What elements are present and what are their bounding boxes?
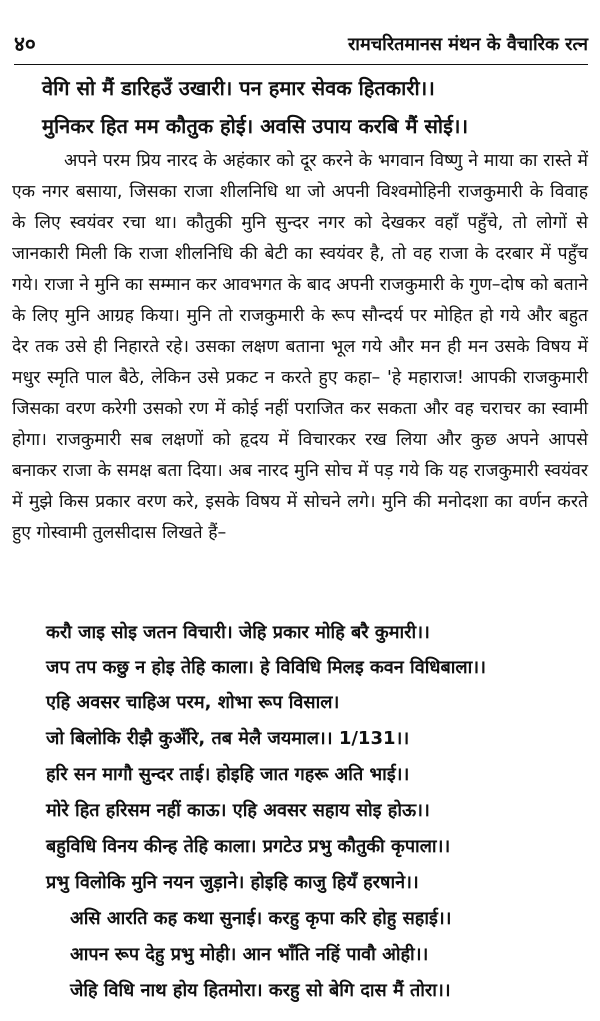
page-header: [14, 30, 588, 65]
verse-line: मोरे हित हरिसम नहीं काऊ। एहि अवसर सहाय सोइ होऊ।।: [46, 800, 430, 821]
verse-line: जो बिलोकि रीझै कुअँरि, तब मेलै जयमाल।। 1/131।।: [46, 728, 410, 749]
verse-line: प्रभु विलोकि मुनि नयन जुड़ाने। होइहि काजु हियँ हरषाने।।: [46, 872, 419, 893]
verse-line: करौ जाइ सोइ जतन विचारी। जेहि प्रकार मोहि बरै कुमारी।।: [46, 622, 430, 643]
verse-line: एहि अवसर चाहिअ परम, शोभा रूप विसाल।: [46, 692, 340, 713]
body-paragraph: अपने परम प्रिय नारद के अहंकार को दूर करने के भगवान विष्णु ने माया का रास्ते में एक नगर बसाया, जिसका राजा शीलनिधि था जो अपनी विश्वमोहिनी राजकुमारी के विवाह के लिए स्वयंवर रचा था। कौतुकी मुनि सुन्दर नगर को देखकर वहाँ पहुँचे, तो लोगों से जानकारी मिली कि राजा शीलनिधि की बेटी का स्वयंवर है, तो वह राजा के दरबार में पहुँच गये। राजा ने मुनि का सम्मान कर आवभगत के बाद अपनी राजकुमारी के गुण–दोष को बताने के लिए मुनि आग्रह किया। मुनि तो राजकुमारी के रूप सौन्दर्य पर मोहित हो गये और बहुत देर तक उसे ही निहारते रहे। उसका लक्षण बताना भूल गये और मन ही मन उसके विषय में मधुर स्मृति पाल बैठे, लेकिन उसे प्रकट न करते हुए कहा– 'हे महाराज! आपकी राजकुमारी जिसका वरण करेगी उसको रण में कोई नहीं पराजित कर सकता और वह चराचर का स्वामी होगा। राजकुमारी सब लक्षणों को हृदय में विचारकर रख लिया और कुछ अपने आपसे बनाकर राजा के समक्ष बता दिया। अब नारद मुनि सोच में पड़ गये कि यह राजकुमारी स्वयंवर में मुझे किस प्रकार वरण करे, इसके विषय में सोचने लगे। मुनि की मनोदशा का वर्णन करते हुए गोस्वामी तुलसीदास लिखते हैं–: [12, 151, 588, 543]
verse-line: बहुविधि विनय कीन्ह तेहि काला। प्रगटेउ प्रभु कौतुकी कृपाला।।: [46, 836, 451, 857]
verse-line: जप तप कछु न होइ तेहि काला। हे विविधि मिलइ कवन विधिबाला।।: [46, 657, 486, 678]
verse-line: आपन रूप देहु प्रभु मोही। आन भाँति नहिं पावौ ओही।।: [70, 944, 429, 965]
verse-line: हरि सन मागौ सुन्दर ताई। होइहि जात गहरू अति भाई।।: [46, 764, 410, 785]
verse-line: मुनिकर हित मम कौतुक होई। अवसि उपाय करबि मैं सोई।।: [42, 114, 469, 138]
verse-line: वेगि सो मैं डारिहउँ उखारी। पन हमार सेवक हितकारी।।: [42, 76, 435, 100]
verse-line: असि आरति कह कथा सुनाई। करहु कृपा करि होहु सहाई।।: [70, 908, 452, 929]
verse-line: जेहि विधि नाथ होय हितमोरा। करहु सो बेगि दास मैं तोरा।।: [70, 980, 451, 1001]
running-title: रामचरितमानस मंथन के वैचारिक रत्न: [347, 34, 588, 55]
page-number: ४०: [14, 32, 36, 56]
